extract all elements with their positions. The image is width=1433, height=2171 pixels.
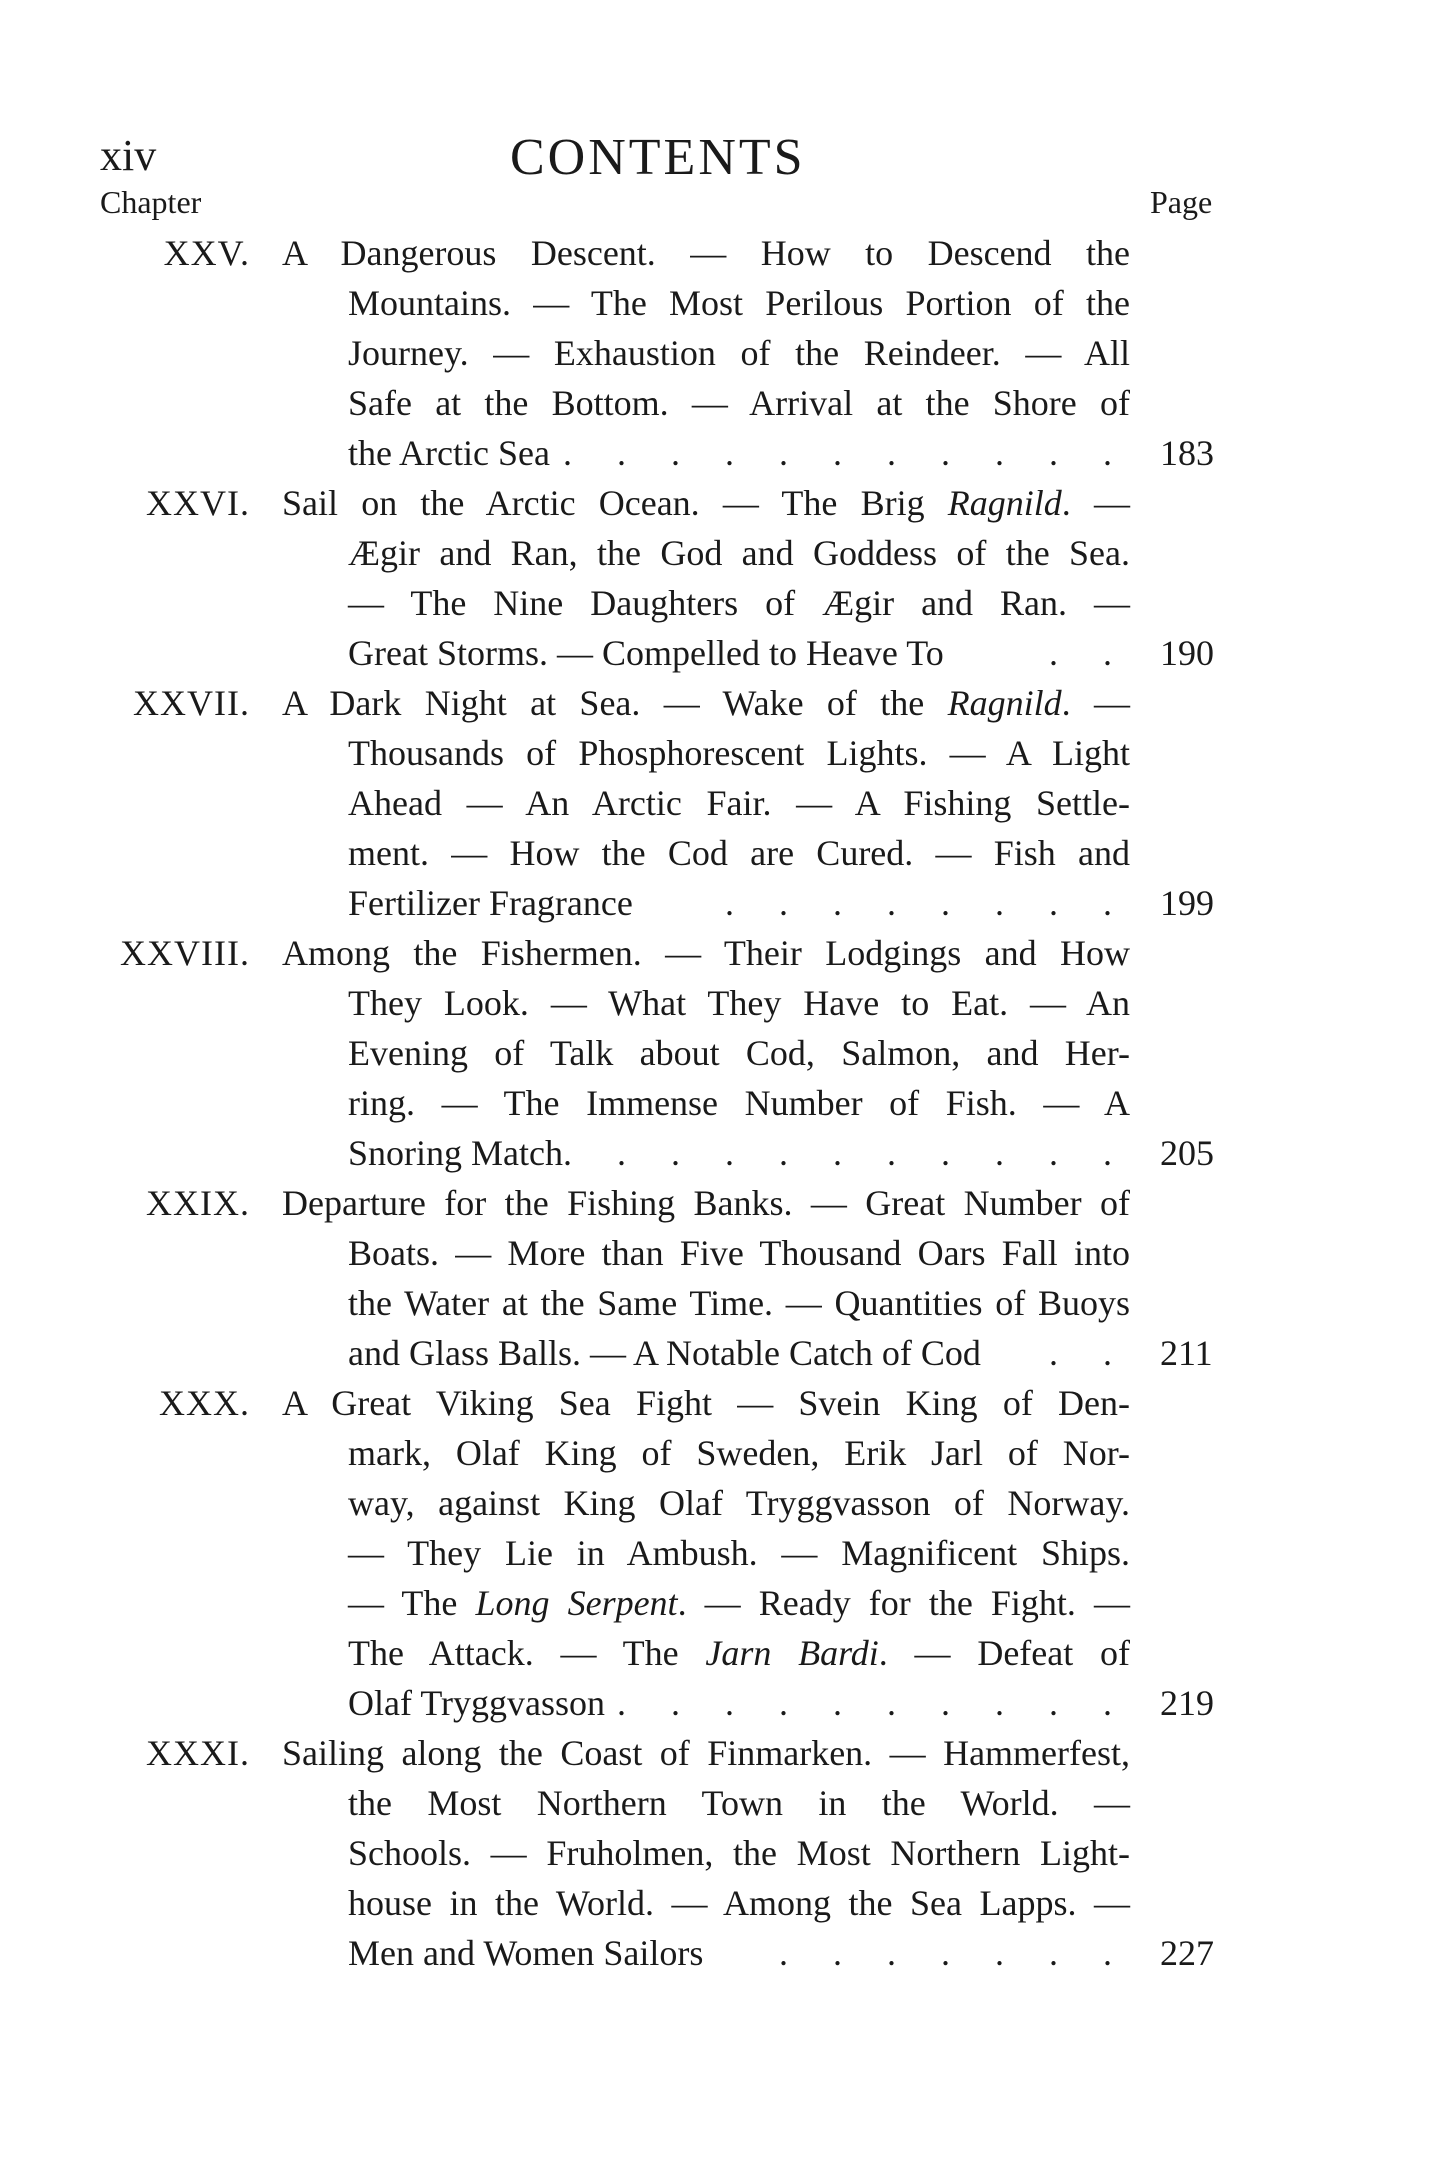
entry-line: A Great Viking Sea Fight — Svein King of Den- bbox=[282, 1383, 1130, 1423]
entry-text bbox=[282, 1378, 1130, 1728]
entry-line: Boats. — More than Five Thousand Oars Fall into bbox=[348, 1233, 1130, 1273]
entry-line: Evening of Talk about Cod, Salmon, and Her- bbox=[348, 1033, 1130, 1073]
entry-line: Mountains. — The Most Perilous Portion of the bbox=[348, 283, 1130, 323]
entry-text bbox=[282, 478, 1130, 678]
table-of-contents bbox=[0, 228, 1433, 1978]
entry-text bbox=[282, 928, 1130, 1178]
entry-line bbox=[282, 1928, 1130, 1978]
entry-line: Journey. — Exhaustion of the Reindeer. — All bbox=[348, 333, 1130, 373]
entry-line-text: the Arctic Sea bbox=[348, 433, 550, 473]
entry-line: — The Nine Daughters of Ægir and Ran. — bbox=[348, 583, 1130, 623]
entry-line: Among the Fishermen. — Their Lodgings and How bbox=[282, 933, 1130, 973]
toc-entry bbox=[0, 1378, 1433, 1728]
toc-entry bbox=[0, 228, 1433, 478]
entry-line: ring. — The Immense Number of Fish. — A bbox=[348, 1083, 1130, 1123]
entry-line: The Attack. — The Jarn Bardi. — Defeat of bbox=[348, 1633, 1131, 1673]
entry-line: Sailing along the Coast of Finmarken. — Hammerfest, bbox=[282, 1733, 1130, 1773]
entry-line: A Dangerous Descent. — How to Descend the bbox=[282, 233, 1130, 273]
toc-entry bbox=[0, 678, 1433, 928]
chapter-number: XXIX. bbox=[146, 1183, 250, 1223]
dot-leader: . . . . . . . . . . bbox=[617, 1683, 1130, 1723]
entry-line: mark, Olaf King of Sweden, Erik Jarl of Nor- bbox=[348, 1433, 1130, 1473]
page-folio: xiv bbox=[100, 131, 157, 180]
entry-line: They Look. — What They Have to Eat. — An bbox=[348, 983, 1130, 1023]
entry-line: Ahead — An Arctic Fair. — A Fishing Settle- bbox=[348, 783, 1130, 823]
toc-entry bbox=[0, 478, 1433, 678]
entry-line bbox=[282, 878, 1130, 928]
chapter-number: XXVII. bbox=[133, 683, 250, 723]
entry-line: Departure for the Fishing Banks. — Great Number of bbox=[282, 1183, 1130, 1223]
dot-leader: . . . . . . . bbox=[779, 1933, 1130, 1973]
entry-line: A Dark Night at Sea. — Wake of the Ragnild. — bbox=[282, 683, 1131, 723]
toc-entry bbox=[0, 928, 1433, 1178]
page-number: 183 bbox=[1160, 433, 1214, 473]
chapter-number: XXV. bbox=[163, 233, 250, 273]
page-number: 190 bbox=[1160, 633, 1214, 673]
entry-line: Safe at the Bottom. — Arrival at the Shore of bbox=[348, 383, 1130, 423]
page-number: 205 bbox=[1160, 1133, 1214, 1173]
toc-entry bbox=[0, 1178, 1433, 1378]
page-number: 211 bbox=[1160, 1333, 1213, 1373]
entry-text bbox=[282, 1728, 1130, 1978]
dot-leader: . . bbox=[1049, 633, 1130, 673]
entry-line-text: and Glass Balls. — A Notable Catch of Cod bbox=[348, 1333, 981, 1373]
toc-entry bbox=[0, 1728, 1433, 1978]
page-number: 219 bbox=[1160, 1683, 1214, 1723]
entry-line-text: Fertilizer Fragrance bbox=[348, 883, 633, 923]
chapter-number: XXXI. bbox=[146, 1733, 250, 1773]
entry-text bbox=[282, 228, 1130, 478]
dot-leader: . . . . . . . . . . . bbox=[563, 1133, 1130, 1173]
chapter-number: XXVI. bbox=[146, 483, 250, 523]
entry-line bbox=[282, 428, 1130, 478]
entry-line bbox=[282, 1678, 1130, 1728]
page-number: 227 bbox=[1160, 1933, 1214, 1973]
entry-line bbox=[282, 1328, 1130, 1378]
entry-line: Thousands of Phosphorescent Lights. — A Light bbox=[348, 733, 1130, 773]
dot-leader: . . . . . . . . bbox=[725, 883, 1130, 923]
entry-line: Schools. — Fruholmen, the Most Northern Light- bbox=[348, 1833, 1130, 1873]
entry-line-text: Olaf Tryggvasson bbox=[348, 1683, 606, 1723]
entry-text bbox=[282, 678, 1130, 928]
page-number: 199 bbox=[1160, 883, 1214, 923]
entry-line: — The Long Serpent. — Ready for the Fight. — bbox=[348, 1583, 1130, 1623]
entry-line: the Most Northern Town in the World. — bbox=[348, 1783, 1130, 1823]
dot-leader: . . bbox=[1049, 1333, 1130, 1373]
dot-leader: . . . . . . . . . . . bbox=[563, 433, 1130, 473]
entry-line-text: Snoring Match bbox=[348, 1133, 563, 1173]
chapter-number: XXX. bbox=[159, 1383, 250, 1423]
entry-line: Ægir and Ran, the God and Goddess of the Sea. bbox=[348, 533, 1130, 573]
entry-line: Sail on the Arctic Ocean. — The Brig Ragnild. — bbox=[282, 483, 1130, 523]
entry-line: house in the World. — Among the Sea Lapps. — bbox=[348, 1883, 1130, 1923]
entry-line bbox=[282, 628, 1130, 678]
entry-line: ment. — How the Cod are Cured. — Fish and bbox=[348, 833, 1130, 873]
chapter-number: XXVIII. bbox=[120, 933, 250, 973]
entry-line: the Water at the Same Time. — Quantities of Buoys bbox=[348, 1283, 1130, 1323]
entry-line: — They Lie in Ambush. — Magnificent Ships. bbox=[348, 1533, 1130, 1573]
entry-line: way, against King Olaf Tryggvasson of Norway. bbox=[348, 1483, 1130, 1523]
entry-text bbox=[282, 1178, 1130, 1378]
entry-line bbox=[282, 1128, 1130, 1178]
page-title: CONTENTS bbox=[510, 129, 806, 186]
entry-line-text: Men and Women Sailors bbox=[348, 1933, 704, 1973]
chapter-column-label: Chapter bbox=[100, 184, 202, 220]
page-column-label: Page bbox=[1150, 184, 1213, 220]
entry-line-text: Great Storms. — Compelled to Heave To bbox=[348, 633, 944, 673]
